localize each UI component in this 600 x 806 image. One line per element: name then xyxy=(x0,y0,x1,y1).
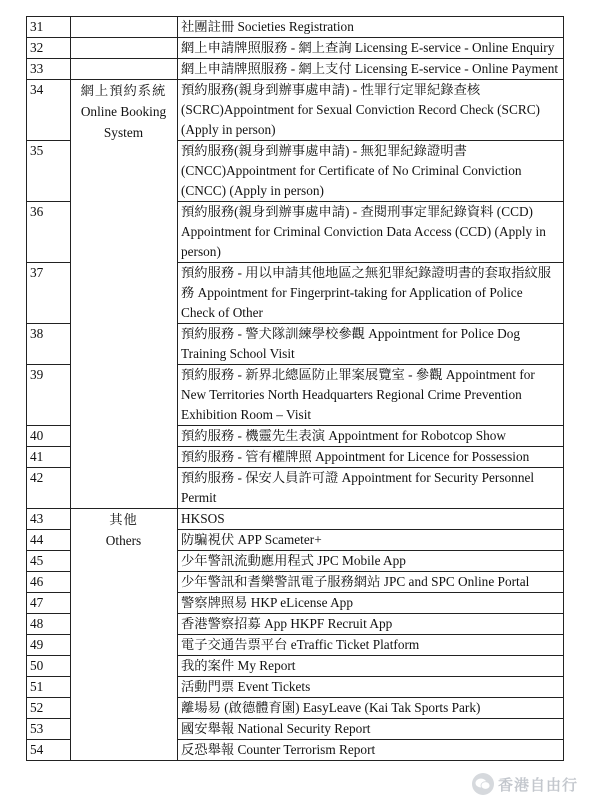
service-description: 反恐舉報 Counter Terrorism Report xyxy=(178,740,564,761)
row-number: 53 xyxy=(27,719,71,740)
row-number: 49 xyxy=(27,635,71,656)
service-description: 預約服務 - 新界北總區防止罪案展覽室 - 參觀 Appointment for New Territories North Headquarters Regional Crime Prevention Exhibition Room – Visit xyxy=(178,365,564,426)
row-number: 50 xyxy=(27,656,71,677)
table-row xyxy=(27,80,564,141)
watermark-text: 香港自由行 xyxy=(498,775,579,794)
row-number: 51 xyxy=(27,677,71,698)
category-others xyxy=(71,509,178,761)
row-number: 42 xyxy=(27,468,71,509)
service-description: 預約服務 - 機靈先生表演 Appointment for Robotcop Show xyxy=(178,426,564,447)
row-number: 32 xyxy=(27,38,71,59)
category-label-en: Others xyxy=(105,533,142,548)
category-label-zh: 網上預約系統 xyxy=(80,83,167,98)
row-number: 46 xyxy=(27,572,71,593)
service-description: 警察牌照易 HKP eLicense App xyxy=(178,593,564,614)
row-number: 40 xyxy=(27,426,71,447)
row-number: 35 xyxy=(27,141,71,202)
table-row xyxy=(27,17,564,38)
row-number: 41 xyxy=(27,447,71,468)
row-number: 37 xyxy=(27,263,71,324)
row-number: 39 xyxy=(27,365,71,426)
service-description: 社團註冊 Societies Registration xyxy=(178,17,564,38)
service-description: 預約服務 - 警犬隊訓練學校參觀 Appointment for Police Dog Training School Visit xyxy=(178,324,564,365)
table-row xyxy=(27,38,564,59)
table-row xyxy=(27,59,564,80)
service-description: 國安舉報 National Security Report xyxy=(178,719,564,740)
service-description: 電子交通告票平台 eTraffic Ticket Platform xyxy=(178,635,564,656)
service-description: 預約服務 - 用以申請其他地區之無犯罪紀錄證明書的套取指紋服務 Appointment for Fingerprint-taking for Application of Police Check of Other xyxy=(178,263,564,324)
row-number: 44 xyxy=(27,530,71,551)
category-online-booking xyxy=(71,80,178,509)
service-description: 防騙視伏 APP Scameter+ xyxy=(178,530,564,551)
service-description: 我的案件 My Report xyxy=(178,656,564,677)
service-description: 活動門票 Event Tickets xyxy=(178,677,564,698)
services-table xyxy=(26,16,564,761)
row-number: 54 xyxy=(27,740,71,761)
service-description: 預約服務(親身到辦事處申請) - 無犯罪紀錄證明書 (CNCC)Appointment for Certificate of No Criminal Conviction (CNCC) (Apply in person) xyxy=(178,141,564,202)
row-number: 34 xyxy=(27,80,71,141)
service-description: 少年警訊流動應用程式 JPC Mobile App xyxy=(178,551,564,572)
watermark xyxy=(472,770,596,798)
service-description: 少年警訊和耆樂警訊電子服務網站 JPC and SPC Online Portal xyxy=(178,572,564,593)
row-number: 52 xyxy=(27,698,71,719)
service-description: 香港警察招募 App HKPF Recruit App xyxy=(178,614,564,635)
row-number: 48 xyxy=(27,614,71,635)
service-description: 離場易 (啟德體育園) EasyLeave (Kai Tak Sports Park) xyxy=(178,698,564,719)
service-description: 預約服務 - 管有權牌照 Appointment for Licence for Possession xyxy=(178,447,564,468)
category-cell-blank xyxy=(71,17,178,38)
service-description: 網上申請牌照服務 - 網上查詢 Licensing E-service - Online Enquiry xyxy=(178,38,564,59)
service-description: 網上申請牌照服務 - 網上支付 Licensing E-service - Online Payment xyxy=(178,59,564,80)
row-number: 43 xyxy=(27,509,71,530)
row-number: 33 xyxy=(27,59,71,80)
service-description: 預約服務(親身到辦事處申請) - 查閱刑事定罪紀錄資料 (CCD) Appointment for Criminal Conviction Data Access (CCD) (Apply in person) xyxy=(178,202,564,263)
row-number: 45 xyxy=(27,551,71,572)
row-number: 38 xyxy=(27,324,71,365)
row-number: 31 xyxy=(27,17,71,38)
row-number: 47 xyxy=(27,593,71,614)
wechat-logo-icon xyxy=(472,773,494,795)
row-number: 36 xyxy=(27,202,71,263)
service-description: HKSOS xyxy=(178,509,564,530)
category-label-en: Online Booking System xyxy=(80,104,167,140)
category-cell-blank xyxy=(71,59,178,80)
category-cell-blank xyxy=(71,38,178,59)
service-description: 預約服務 - 保安人員許可證 Appointment for Security Personnel Permit xyxy=(178,468,564,509)
table-row xyxy=(27,509,564,530)
service-description: 預約服務(親身到辦事處申請) - 性罪行定罪紀錄查核 (SCRC)Appointment for Sexual Conviction Record Check (SCRC) (Apply in person) xyxy=(178,80,564,141)
category-label-zh: 其他 xyxy=(109,512,138,527)
